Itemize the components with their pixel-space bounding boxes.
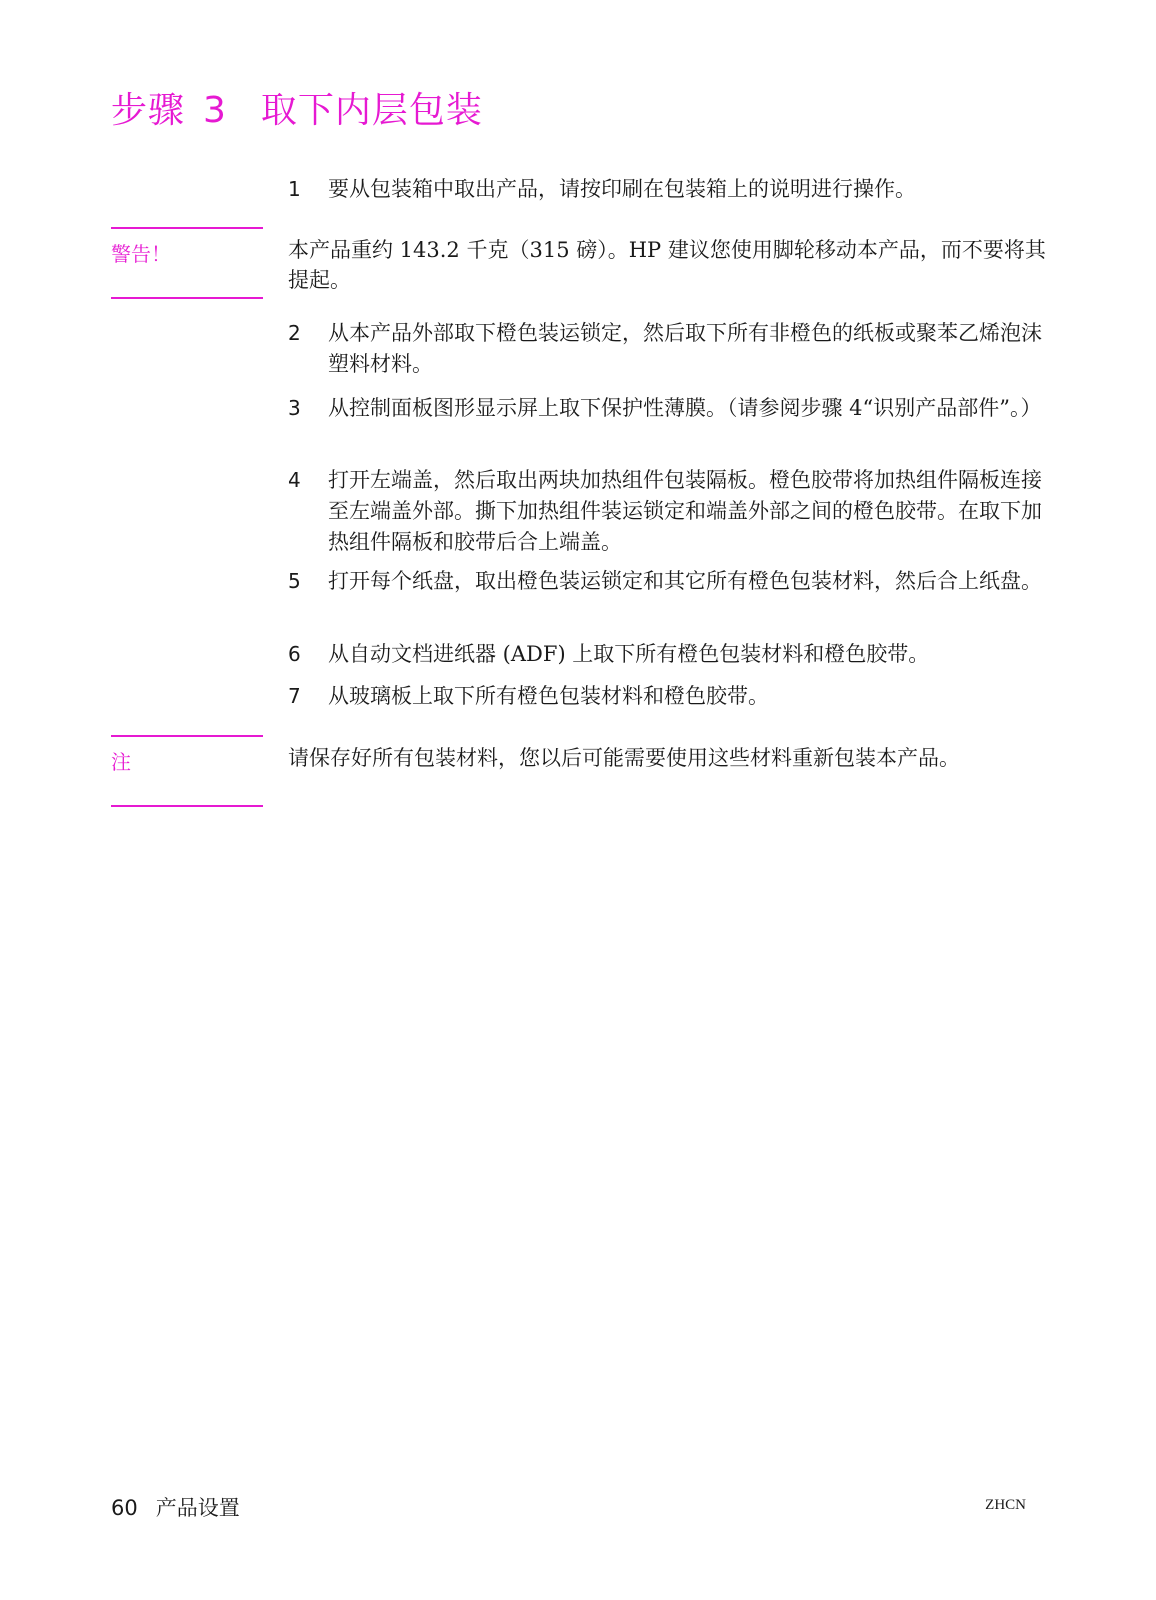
step-number: 6 xyxy=(288,642,301,666)
step-text: 从本产品外部取下橙色装运锁定，然后取下所有非橙色的纸板或聚苯乙烯泡沫塑料材料。 xyxy=(328,321,1042,376)
page-footer xyxy=(111,1492,240,1522)
step-text: 从玻璃板上取下所有橙色包装材料和橙色胶带。 xyxy=(328,684,769,708)
footer-section: 产品设置 xyxy=(155,1496,240,1520)
step-number: 5 xyxy=(288,569,301,593)
step-text: 打开每个纸盘，取出橙色装运锁定和其它所有橙色包装材料，然后合上纸盘。 xyxy=(328,569,1042,593)
page-number: 60 xyxy=(111,1496,138,1520)
warning-bottom-rule xyxy=(111,297,263,299)
step-number: 4 xyxy=(288,468,301,492)
step-number: 7 xyxy=(288,684,301,708)
step-item-2 xyxy=(288,318,1048,380)
step-text: 打开左端盖，然后取出两块加热组件包装隔板。橙色胶带将加热组件隔板连接至左端盖外部。撕下加热组件装运锁定和端盖外部之间的橙色胶带。在取下加热组件隔板和胶带后合上端盖。 xyxy=(328,468,1042,554)
step-item-5 xyxy=(288,566,1048,597)
note-text: 请保存好所有包装材料，您以后可能需要使用这些材料重新包装本产品。 xyxy=(288,746,960,770)
warning-top-rule xyxy=(111,227,263,229)
step-item-6 xyxy=(288,639,1048,670)
step-number: 2 xyxy=(288,321,301,345)
step-item-3 xyxy=(288,393,1048,424)
note-bottom-rule xyxy=(111,805,263,807)
heading-step-number: 3 xyxy=(203,90,227,131)
step-number: 3 xyxy=(288,396,301,420)
step-text: 从控制面板图形显示屏上取下保护性薄膜。（请参阅步骤 4“识别产品部件”。） xyxy=(328,396,1042,420)
step-item-7 xyxy=(288,681,1048,712)
page-title xyxy=(111,82,483,133)
step-item-4 xyxy=(288,465,1048,558)
note-top-rule xyxy=(111,735,263,737)
warning-text: 本产品重约 143.2 千克（315 磅）。HP 建议您使用脚轮移动本产品，而不要将其提起。 xyxy=(288,238,1046,292)
step-text: 从自动文档进纸器 (ADF) 上取下所有橙色包装材料和橙色胶带。 xyxy=(328,642,930,666)
heading-prefix: 步骤 xyxy=(111,90,186,131)
heading-title: 取下内层包装 xyxy=(260,90,483,131)
footer-language-code: ZHCN xyxy=(985,1497,1026,1513)
step-item-1 xyxy=(288,174,1048,205)
note-label: 注 xyxy=(111,750,131,774)
warning-label: 警告！ xyxy=(111,242,171,266)
step-number: 1 xyxy=(288,177,301,201)
step-text: 要从包装箱中取出产品，请按印刷在包装箱上的说明进行操作。 xyxy=(328,177,916,201)
